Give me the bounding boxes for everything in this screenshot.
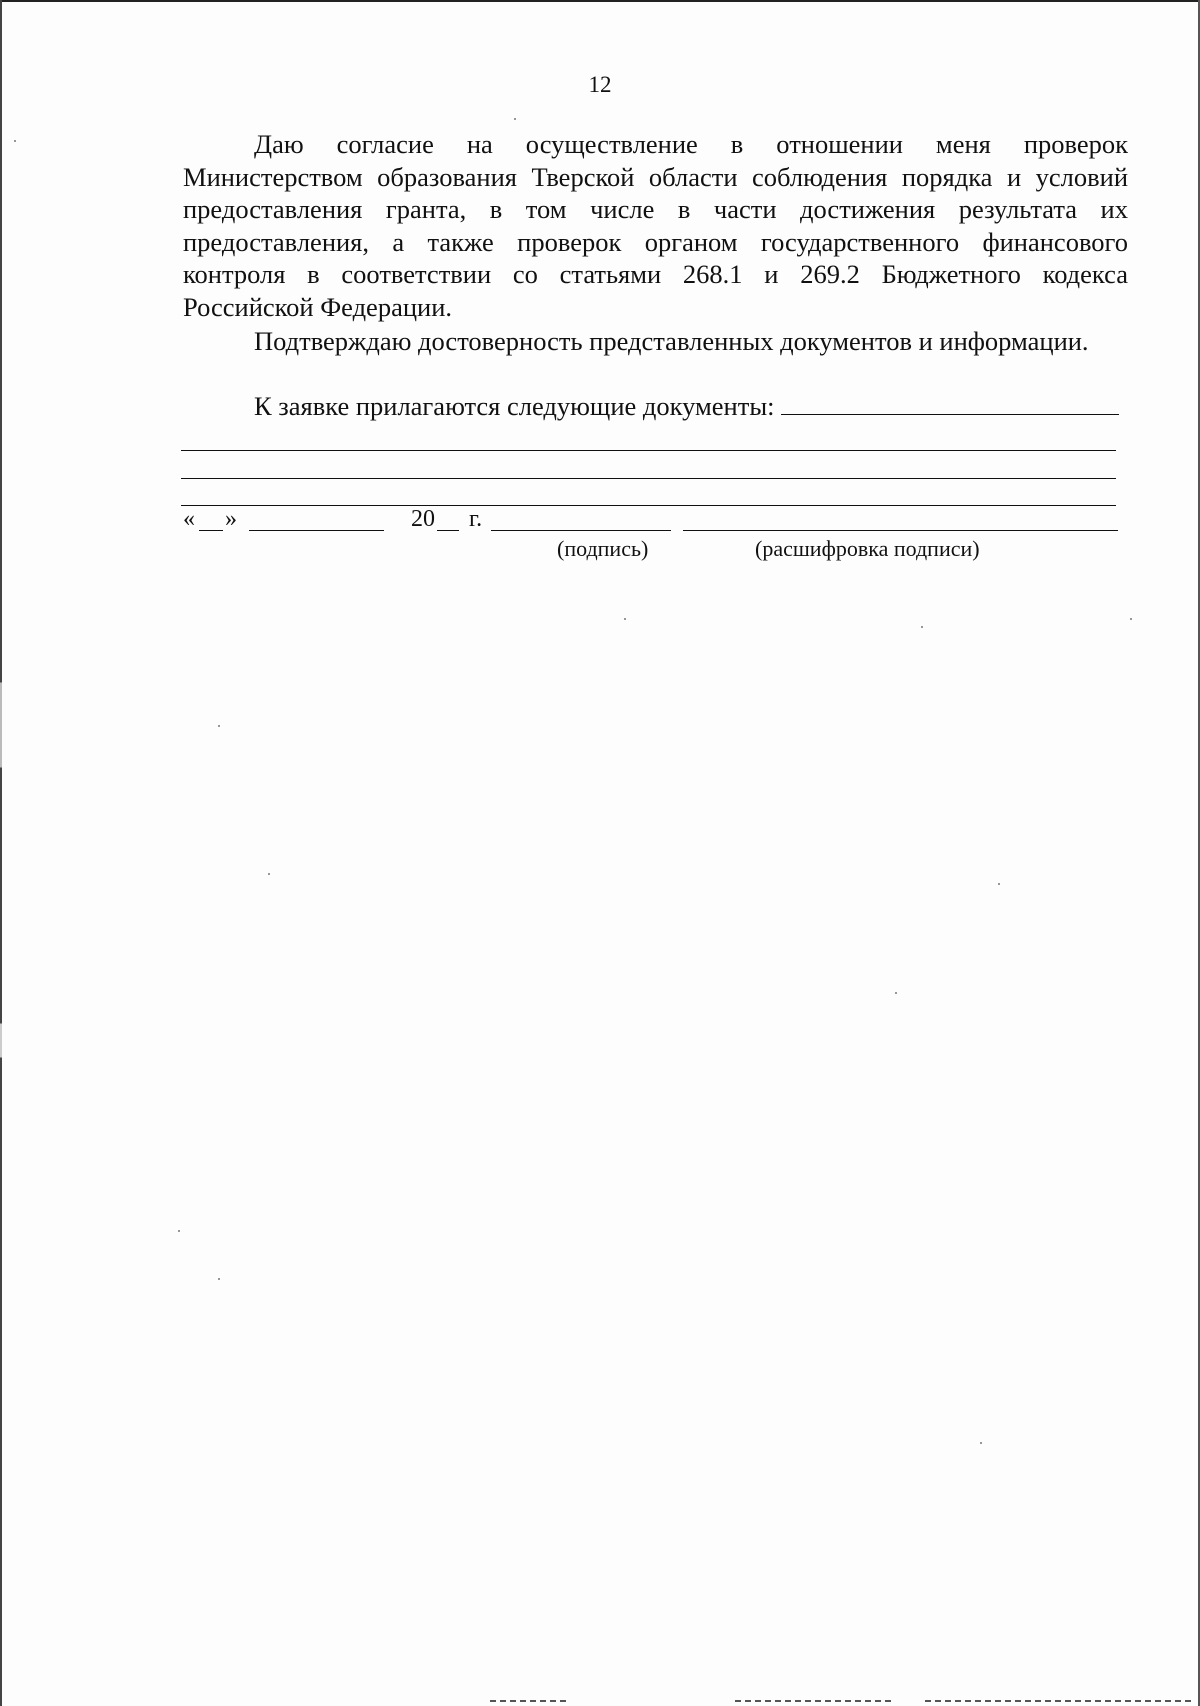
day-blank[interactable] (199, 530, 223, 531)
scan-noise-bottom (925, 1700, 1195, 1702)
year-suffix: г. (469, 506, 483, 532)
decoding-blank[interactable] (683, 530, 1118, 531)
scan-speck (268, 873, 270, 875)
year-blank[interactable] (437, 530, 459, 531)
scan-speck (218, 1278, 220, 1280)
scan-speck (921, 626, 923, 628)
scan-speck (624, 618, 626, 620)
quote-open: « (183, 506, 195, 532)
scan-speck (514, 118, 516, 120)
confirm-text: Подтверждаю достоверность представленных документов и информации. (254, 326, 1089, 356)
scan-speck (1130, 618, 1132, 620)
scan-noise-bottom (735, 1700, 895, 1702)
signature-blank[interactable] (491, 530, 671, 531)
scan-edge-top (0, 0, 1200, 2)
scan-edge-left (0, 0, 2, 1706)
consent-text: Даю согласие на осуществление в отношении меня проверок Министерством образования Тверской области соблюдения порядка и условий предоставления гранта, в том числе в части достижения результата их предоставления, а также проверок органом государственного финансового контроля в соответствии со статьями 268.1 и 269.2 Бюджетного кодекса Российской Федерации. (183, 129, 1128, 322)
scan-speck (14, 140, 16, 142)
confirm-paragraph (183, 325, 1128, 358)
scan-speck (218, 725, 220, 727)
quote-close: » (225, 506, 237, 532)
year-prefix: 20 (411, 506, 435, 532)
attachments-rule-1[interactable] (181, 450, 1116, 451)
scan-speck (998, 883, 1000, 885)
attachments-label: К заявке прилагаются следующие документы: (254, 391, 775, 421)
attachments-rule-2[interactable] (181, 478, 1116, 479)
page-number: 12 (588, 72, 612, 97)
scan-speck (980, 1442, 982, 1444)
attachments-line (183, 390, 1119, 423)
consent-paragraph (183, 128, 1128, 323)
scan-speck (895, 992, 897, 994)
attachments-rule-3[interactable] (181, 505, 1116, 506)
scan-noise-bottom (490, 1700, 570, 1702)
attachments-blank[interactable] (781, 390, 1120, 415)
signature-caption: (подпись) (557, 536, 649, 561)
decoding-caption: (расшифровка подписи) (755, 536, 980, 561)
scan-speck (178, 1230, 180, 1232)
month-blank[interactable] (249, 530, 384, 531)
